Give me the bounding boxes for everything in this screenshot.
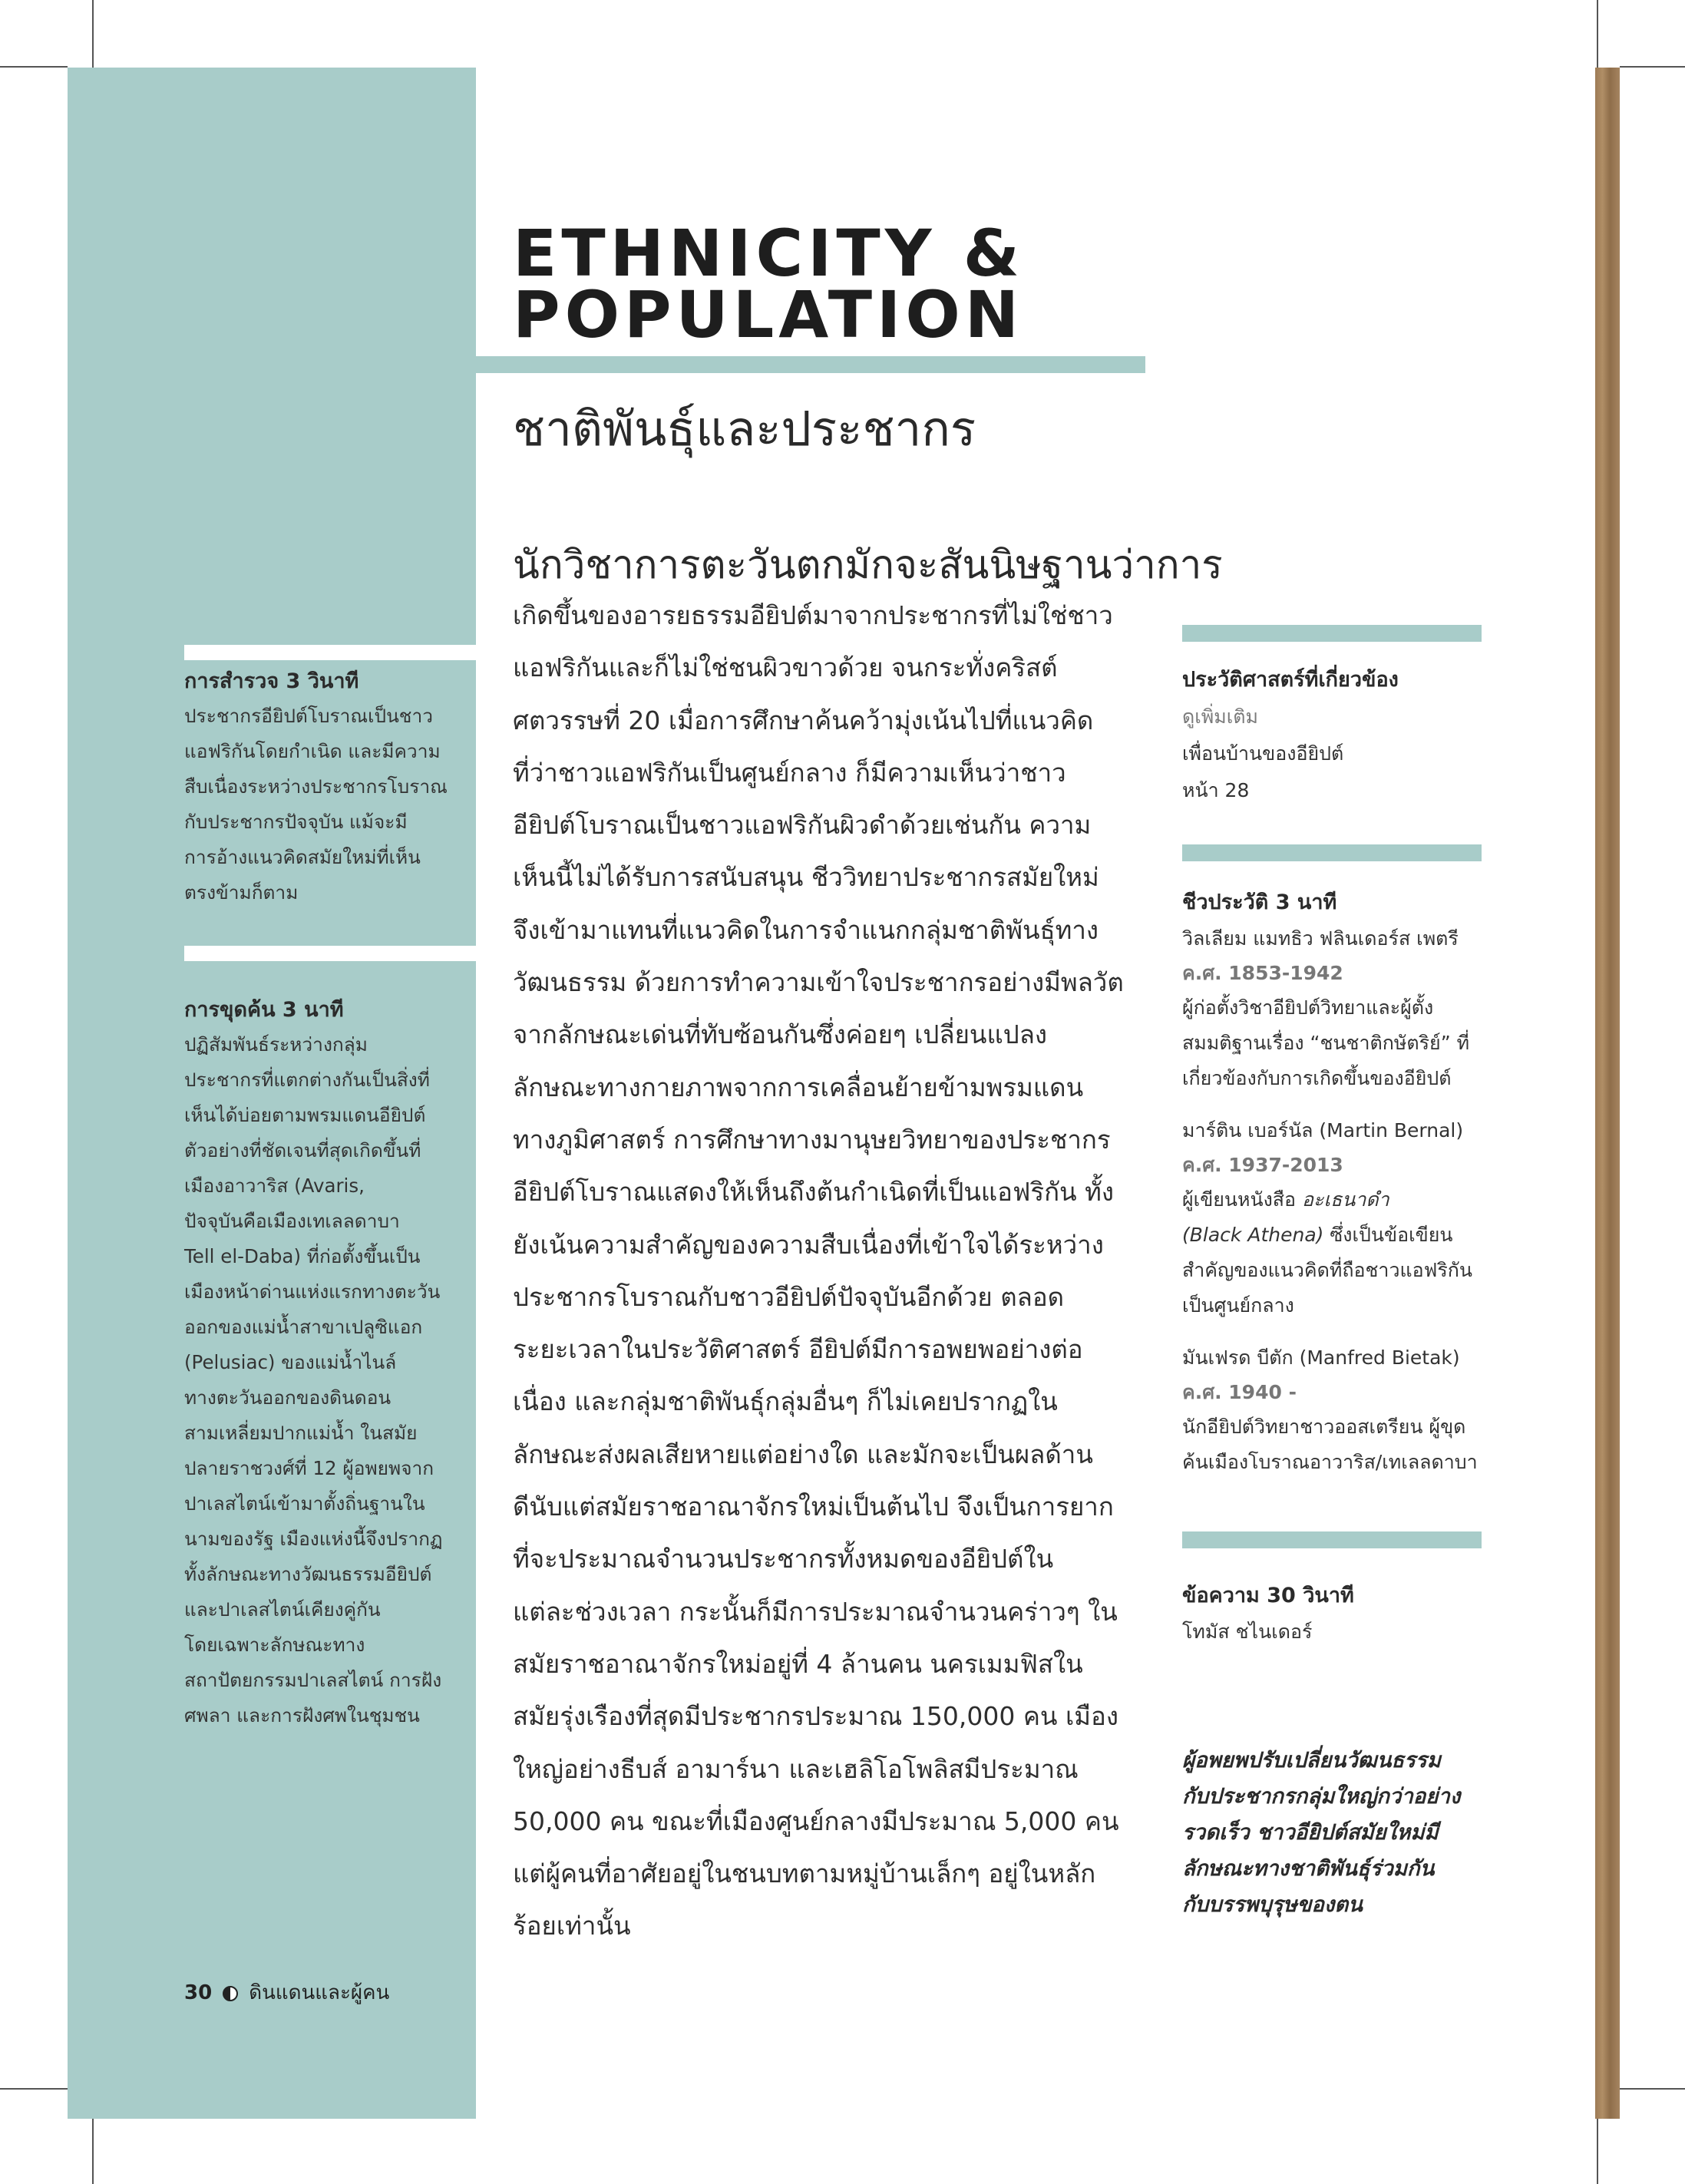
crop-mark — [1620, 2088, 1685, 2090]
bio-person-desc — [1182, 1182, 1505, 1218]
body-text-line: อียิปต์โบราณเป็นชาวแอฟริกันผิวดำด้วยเช่นกัน ความ — [513, 810, 1092, 841]
bio-desc-text: ผู้เขียนหนังสือ — [1182, 1188, 1303, 1211]
crop-mark — [1597, 2119, 1598, 2184]
dig-text-line: ปฏิสัมพันธ์ระหว่างกลุ่ม — [184, 1033, 368, 1056]
dig-text-line: นามของรัฐ เมืองแห่งนี้จึงปรากฏ — [184, 1528, 443, 1550]
survey-text-line: ตรงข้ามก็ตาม — [184, 881, 299, 904]
text30-divider — [1182, 1531, 1482, 1548]
body-text-line: จากลักษณะเด่นที่ทับซ้อนกันซึ่งค่อยๆ เปลี่ยนแปลง — [513, 1019, 1048, 1050]
bio-section — [1182, 884, 1505, 1480]
title-divider — [476, 356, 1145, 373]
dig-text-line: ศพลา และการฝังศพในชุมชน — [184, 1704, 420, 1726]
survey-text-line: การอ้างแนวคิดสมัยใหม่ที่เห็น — [184, 846, 421, 868]
text30-heading: ข้อความ 30 วินาที — [1182, 1584, 1354, 1607]
main-body-text — [513, 590, 1150, 1953]
dig-text — [184, 1027, 461, 1733]
page-title — [513, 216, 1025, 352]
survey-text-line: กับประชากรปัจจุบัน แม้จะมี — [184, 811, 408, 833]
body-text-line: แต่ละช่วงเวลา กระนั้นก็มีการประมาณจำนวนคร่าวๆ ใน — [513, 1596, 1118, 1627]
body-text-line: 50,000 คน ขณะที่เมืองศูนย์กลางมีประมาณ 5,000 คน — [513, 1806, 1119, 1836]
book-title-thai: อะเธนาดำ — [1302, 1188, 1389, 1211]
quote-line: รวดเร็ว ชาวอียิปต์สมัยใหม่มี — [1182, 1820, 1439, 1845]
body-text-line: อียิปต์โบราณแสดงให้เห็นถึงต้นกำเนิดที่เป็นแอฟริกัน ทั้ง — [513, 1177, 1114, 1208]
bio-person-desc: เป็นศูนย์กลาง — [1182, 1294, 1294, 1317]
body-text-line: ที่จะประมาณจำนวนประชากรทั้งหมดของอียิปต์ใน — [513, 1544, 1054, 1574]
quote-line: กับบรรพบุรุษของตน — [1182, 1892, 1363, 1917]
body-text-line: ระยะเวลาในประวัติศาสตร์ อียิปต์มีการอพยพอย่างต่อ — [513, 1334, 1083, 1365]
half-circle-icon — [223, 1986, 238, 2001]
body-text-line: ทางภูมิศาสตร์ การศึกษาทางมานุษยวิทยาของประชากร — [513, 1124, 1111, 1155]
body-text-line: ร้อยเท่านั้น — [513, 1911, 631, 1941]
dig-text-line: ตัวอย่างที่ชัดเจนที่สุดเกิดขึ้นที่ — [184, 1139, 421, 1161]
dig-text-line: ออกของแม่น้ำสาขาเปลูซิแอก — [184, 1316, 423, 1338]
bio-person-desc: เกี่ยวข้องกับการเกิดขึ้นของอียิปต์ — [1182, 1067, 1452, 1089]
related-heading: ประวัติศาสตร์ที่เกี่ยวข้อง — [1182, 668, 1399, 692]
page-footer — [184, 1977, 389, 2008]
dig-section — [184, 993, 461, 1733]
book-title-english: (Black Athena) — [1182, 1224, 1324, 1246]
page-edge-wood — [1595, 68, 1620, 2119]
bio-person-desc: ค้นเมืองโบราณอาวาริส/เทเลลดาบา — [1182, 1451, 1478, 1473]
bio-desc-text: ซึ่งเป็นข้อเขียน — [1323, 1224, 1453, 1246]
survey-text-line: สืบเนื่องระหว่างประชากรโบราณ — [184, 775, 448, 798]
dig-text-line: ทางตะวันออกของดินดอน — [184, 1386, 392, 1409]
body-text-line: ลักษณะทางกายภาพจากการเคลื่อนย้ายข้ามพรมแดน — [513, 1072, 1084, 1102]
crop-mark — [92, 2119, 94, 2184]
survey-divider — [184, 645, 476, 660]
bio-person-name: วิลเลียม แมทธิว ฟลินเดอร์ส เพตรี — [1182, 927, 1459, 950]
text30-author: โทมัส ชไนเดอร์ — [1182, 1621, 1313, 1643]
survey-section — [184, 665, 461, 910]
title-line-2: POPULATION — [513, 277, 1024, 352]
body-text-line: เกิดขึ้นของอารยธรรมอียิปต์มาจากประชากรที่ไม่ใช่ชาว — [513, 600, 1113, 630]
dig-text-line: สามเหลี่ยมปากแม่น้ำ ในสมัย — [184, 1422, 418, 1444]
bio-person-name: มันเฟรด บีตัก (Manfred Bietak) — [1182, 1346, 1460, 1369]
quote-line: กับประชากรกลุ่มใหญ่กว่าอย่าง — [1182, 1784, 1461, 1809]
body-text-line: แอฟริกันและก็ไม่ใช่ชนผิวขาวด้วย จนกระทั่งคริสต์ — [513, 653, 1058, 683]
dig-text-line: ปาเลสไตน์เข้ามาตั้งถิ่นฐานใน — [184, 1492, 425, 1515]
dig-text-line: ทั้งลักษณะทางวัฒนธรรมอียิปต์ — [184, 1563, 432, 1585]
bio-person-years: ค.ศ. 1937-2013 — [1182, 1154, 1343, 1176]
body-text-line: ประชากรโบราณกับชาวอียิปต์ปัจจุบันอีกด้วย ตลอด — [513, 1281, 1065, 1312]
body-text-line: เห็นนี้ไม่ได้รับการสนับสนุน ชีววิทยาประชากรสมัยใหม่ — [513, 862, 1099, 893]
crop-mark — [0, 66, 68, 68]
body-text-line: สมัยรุ่งเรืองที่สุดมีประชากรประมาณ 150,000 คน เมือง — [513, 1701, 1118, 1732]
body-text-line: ลักษณะส่งผลเสียหายแต่อย่างใด และมักจะเป็นผลด้าน — [513, 1439, 1093, 1469]
bio-person-desc: นักอียิปต์วิทยาชาวออสเตรียน ผู้ขุด — [1182, 1416, 1466, 1438]
survey-heading: การสำรวจ 3 วินาที — [184, 669, 359, 693]
dig-text-line: สถาปัตยกรรมปาเลสไตน์ การฝัง — [184, 1669, 442, 1691]
survey-text — [184, 699, 461, 910]
body-text-line: ยังเน้นความสำคัญของความสืบเนื่องที่เข้าใจได้ระหว่าง — [513, 1229, 1104, 1260]
pull-quote — [1182, 1743, 1505, 1923]
main-lead-line: นักวิชาการตะวันตกมักจะสันนิษฐานว่าการ — [513, 543, 1223, 588]
page-number: 30 — [184, 1981, 213, 2004]
bio-person-years: ค.ศ. 1940 - — [1182, 1381, 1297, 1403]
bio-heading: ชีวประวัติ 3 นาที — [1182, 890, 1337, 914]
body-text-line: จึงเข้ามาแทนที่แนวคิดในการจำแนกกลุ่มชาติพันธุ์ทาง — [513, 914, 1099, 945]
bio-person-desc: ผู้ก่อตั้งวิชาอียิปต์วิทยาและผู้ตั้ง — [1182, 996, 1434, 1019]
body-text-line: ดีนับแต่สมัยราชอาณาจักรใหม่เป็นต้นไป จึงเป็นการยาก — [513, 1492, 1114, 1522]
crop-mark — [1620, 66, 1685, 68]
section-name: ดินแดนและผู้คน — [249, 1981, 390, 2004]
dig-text-line: Tell el-Daba) ที่ก่อตั้งขึ้นเป็น — [184, 1245, 421, 1267]
crop-mark — [0, 2088, 68, 2090]
body-text-line: วัฒนธรรม ด้วยการทำความเข้าใจประชากรอย่างมีพลวัต — [513, 967, 1124, 998]
page-subtitle: ชาติพันธุ์และประชากร — [513, 401, 976, 457]
crop-mark — [1597, 0, 1598, 68]
dig-text-line: ปัจจุบันคือเมืองเทเลลดาบา — [184, 1210, 400, 1232]
bio-person-years: ค.ศ. 1853-1942 — [1182, 962, 1343, 984]
body-text-line: เนื่อง และกลุ่มชาติพันธุ์กลุ่มอื่นๆ ก็ไม่เคยปรากฏใน — [513, 1386, 1058, 1417]
bio-divider — [1182, 844, 1482, 861]
related-divider — [1182, 625, 1482, 642]
body-text-line: สมัยราชอาณาจักรใหม่อยู่ที่ 4 ล้านคน นครเมมฟิสใน — [513, 1648, 1083, 1679]
dig-text-line: ปลายราชวงศ์ที่ 12 ผู้อพยพจาก — [184, 1457, 434, 1479]
crop-mark — [92, 0, 94, 68]
dig-text-line: ประชากรที่แตกต่างกันเป็นสิ่งที่ — [184, 1069, 430, 1091]
body-text-line: แต่ผู้คนที่อาศัยอยู่ในชนบทตามหมู่บ้านเล็กๆ อยู่ในหลัก — [513, 1859, 1096, 1889]
bio-person-name: มาร์ติน เบอร์นัล (Martin Bernal) — [1182, 1119, 1464, 1142]
quote-line: ลักษณะทางชาติพันธุ์ร่วมกัน — [1182, 1856, 1435, 1881]
quote-line: ผู้อพยพปรับเปลี่ยนวัฒนธรรม — [1182, 1748, 1441, 1773]
bio-person-desc — [1182, 1218, 1505, 1253]
dig-text-line: เห็นได้บ่อยตามพรมแดนอียิปต์ — [184, 1104, 426, 1126]
title-line-1: ETHNICITY & — [513, 216, 1025, 291]
related-page: หน้า 28 — [1182, 779, 1250, 801]
survey-text-line: แอฟริกันโดยกำเนิด และมีความ — [184, 740, 441, 762]
body-text-line: ใหญ่อย่างธีบส์ อามาร์นา และเฮลิโอโพลิสมีประมาณ — [513, 1753, 1079, 1784]
bio-person-desc: สำคัญของแนวคิดที่ถือชาวแอฟริกัน — [1182, 1259, 1472, 1281]
dig-divider — [184, 946, 476, 961]
dig-text-line: (Pelusiac) ของแม่น้ำไนล์ — [184, 1351, 397, 1373]
dig-text-line: และปาเลสไตน์เคียงคู่กัน — [184, 1598, 381, 1621]
text30-section — [1182, 1578, 1505, 1650]
bio-person-desc: สมมติฐานเรื่อง “ชนชาติกษัตริย์” ที่ — [1182, 1032, 1470, 1054]
see-also-label: ดูเพิ่มเติม — [1182, 705, 1258, 728]
body-text-line: ที่ว่าชาวแอฟริกันเป็นศูนย์กลาง ก็มีความเห็นว่าชาว — [513, 757, 1066, 788]
related-link[interactable]: เพื่อนบ้านของอียิปต์ — [1182, 742, 1344, 765]
dig-text-line: เมืองหน้าด่านแห่งแรกทางตะวัน — [184, 1280, 441, 1303]
survey-text-line: ประชากรอียิปต์โบราณเป็นชาว — [184, 705, 433, 727]
body-text-line: ศตวรรษที่ 20 เมื่อการศึกษาค้นคว้ามุ่งเน้นไปที่แนวคิด — [513, 705, 1094, 735]
dig-text-line: โดยเฉพาะลักษณะทาง — [184, 1634, 365, 1656]
dig-text-line: เมืองอาวาริส (Avaris, — [184, 1175, 365, 1197]
related-section — [1182, 662, 1505, 809]
dig-heading: การขุดค้น 3 นาที — [184, 998, 344, 1022]
